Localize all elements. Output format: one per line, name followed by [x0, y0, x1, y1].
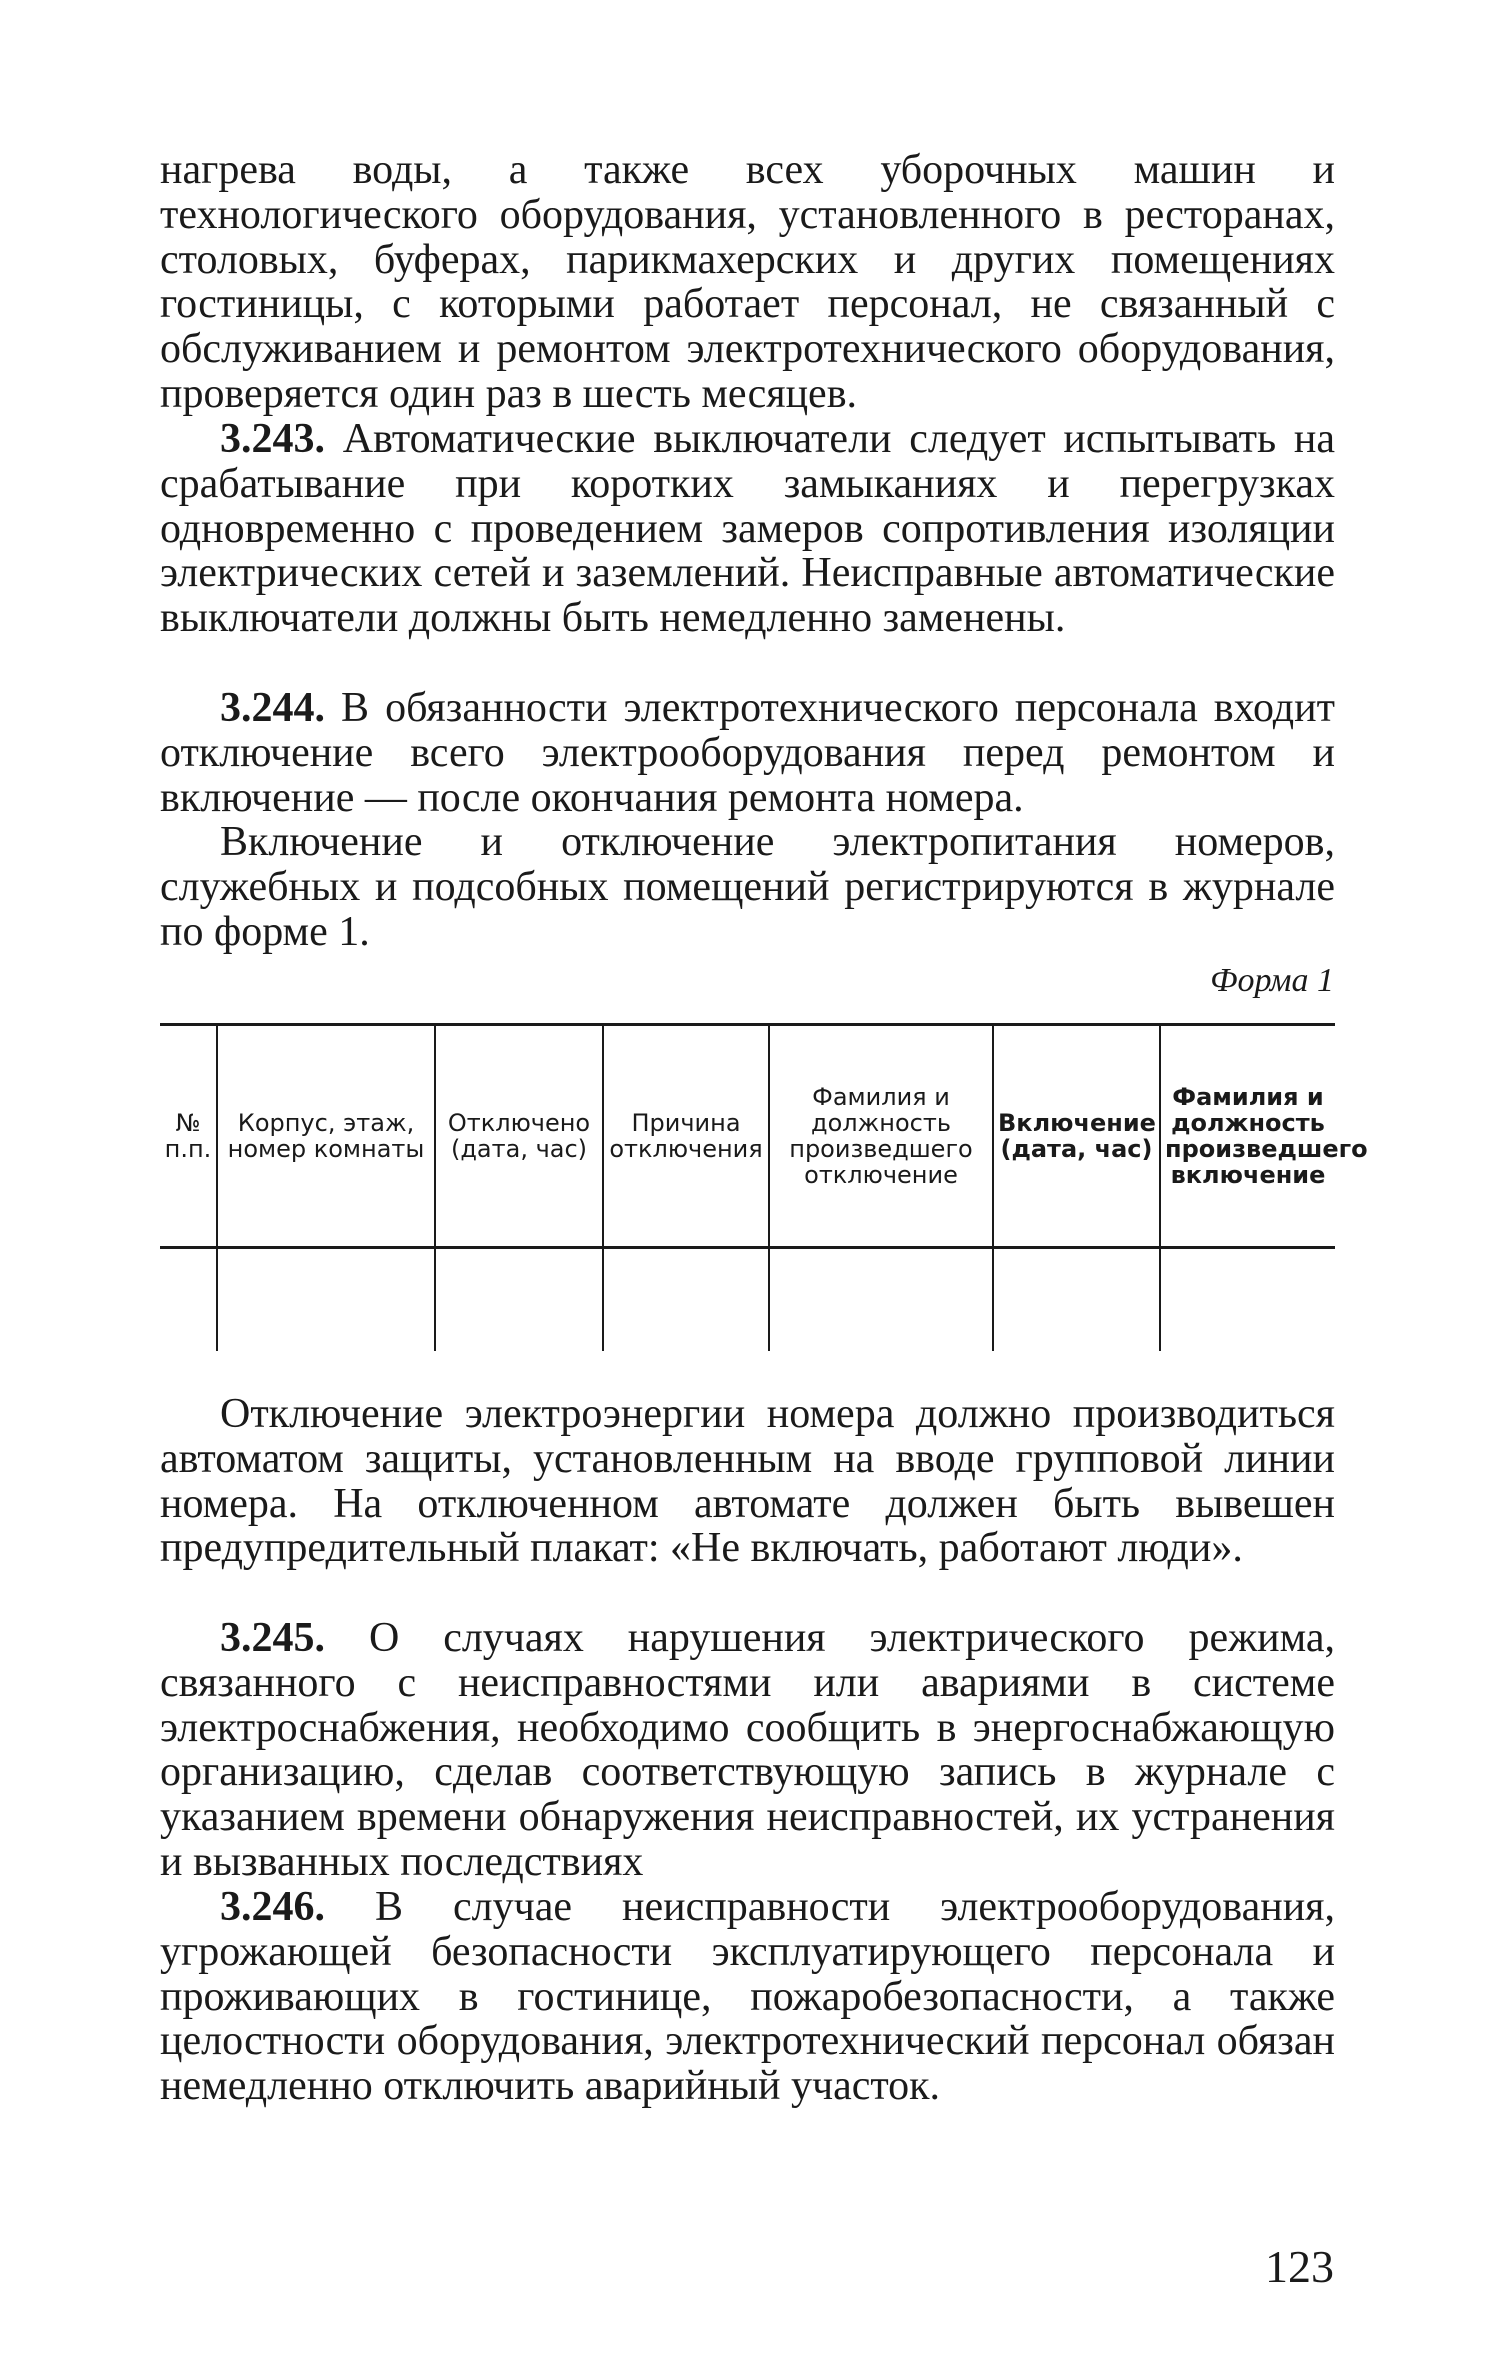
paragraph-number: 3.244. [220, 685, 325, 731]
col-header-connected-by: Фамилия и должность произведшего включение [1160, 1025, 1335, 1248]
form-table [160, 1023, 1368, 1351]
paragraph-text: В обязанности электротехнического персонала входит отключение всего электрооборудования перед ремонтом и включение — после окончания ремонта номера. [160, 685, 1335, 821]
paragraph-text: О случаях нарушения электрического режима, связанного с неисправностями или авариями в системе электроснабжения, необходимо сообщить в энергоснабжающую организацию, сделав соответствующую запись в журнале с указанием времени обнаружения неисправностей, их устранения и вызванных последствиях [160, 1615, 1336, 1885]
col-header-connected: Включение (дата, час) [993, 1025, 1160, 1248]
table-cell [217, 1248, 435, 1352]
paragraph-disconnection: Отключение электроэнергии номера должно производиться автоматом защиты, установленным на вводе групповой линии номера. На отключенном автомате должен быть вывешен предупредительный плакат: «Не включать, работают люди». [160, 1391, 1335, 1572]
paragraph-continuation: нагрева воды, а также всех уборочных машин и технологического оборудования, установленного в ресторанах, столовых, буферах, парикмахерских и других помещениях гостиницы, с которыми работает персонал, не связанный с обслуживанием и ремонтом электротехнического оборудования, проверяется один раз в шесть месяцев. [160, 147, 1335, 417]
table-header-row [160, 1025, 1335, 1248]
table-cell [769, 1248, 993, 1352]
table-cell [435, 1248, 603, 1352]
table-cell [1160, 1248, 1335, 1352]
paragraph-number: 3.246. [220, 1884, 325, 1930]
paragraph-text: Автоматические выключатели следует испытывать на срабатывание при коротких замыканиях и перегрузках одновременно с проведением замеров сопротивления изоляции электрических сетей и заземлений. Неисправные автоматические выключатели должны быть немедленно заменены. [160, 416, 1335, 642]
col-header-disconnected-by: Фамилия и должность произведшего отключение [769, 1025, 993, 1248]
paragraph-3-244 [160, 686, 1335, 820]
paragraph-text: В случае неисправности электрооборудования, угрожающей безопасности эксплуатирующего персонала и проживающих в гостинице, пожаробезопасности, а также целостности оборудования, электротехнический персонал обязан немедленно отключить аварийный участок. [160, 1884, 1335, 2110]
table-row [160, 1248, 1335, 1352]
table-cell [993, 1248, 1160, 1352]
col-header-reason: Причина отключения [603, 1025, 769, 1248]
paragraph-number: 3.243. [220, 416, 325, 462]
page-number: 123 [1265, 2241, 1334, 2292]
paragraph-form-intro: Включение и отключение электропитания номеров, служебных и подсобных помещений регистрируются в журнале по форме 1. [160, 819, 1335, 955]
paragraph-number: 3.245. [220, 1615, 325, 1661]
paragraph-3-245 [160, 1616, 1335, 1885]
col-header-room: Корпус, этаж, номер комнаты [217, 1025, 435, 1248]
form-table-container [160, 1023, 1368, 1354]
table-cell [603, 1248, 769, 1352]
table-cell [160, 1248, 217, 1352]
col-header-number: № п.п. [160, 1025, 217, 1248]
paragraph-3-246 [160, 1885, 1335, 2109]
paragraph-3-243 [160, 417, 1335, 641]
form-label: Форма 1 [1210, 962, 1334, 999]
col-header-disconnected: Отключено (дата, час) [435, 1025, 603, 1248]
